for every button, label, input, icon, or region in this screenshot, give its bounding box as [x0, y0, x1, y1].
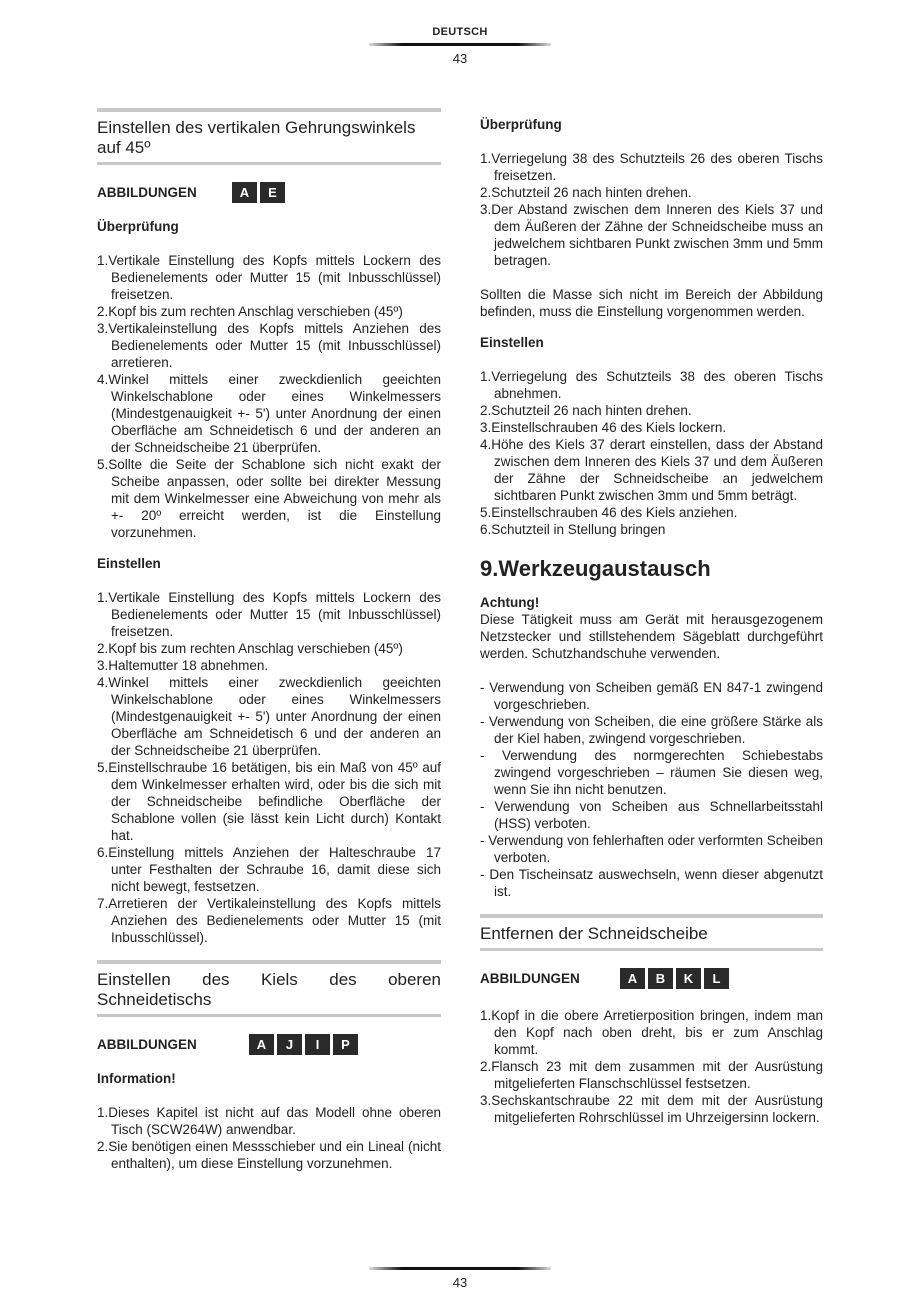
figure-badge: E [260, 182, 285, 203]
list-item: 3.Vertikaleinstellung des Kopfs mittels Anziehen des Bedienelements oder Mutter 15 (mit Inbusschlüssel) arretieren. [97, 321, 441, 370]
list-item: - Verwendung von Scheiben aus Schnellarbeitsstahl (HSS) verboten. [480, 799, 823, 831]
left-column [97, 108, 441, 1172]
header-language: DEUTSCH [432, 26, 488, 38]
list-item: 1.Vertikale Einstellung des Kopfs mittels Lockern des Bedienelements oder Mutter 15 (mit Inbusschlüssel) freisetzen. [97, 590, 441, 639]
figure-badge: K [676, 968, 701, 989]
list-item: 7.Arretieren der Vertikaleinstellung des Kopfs mittels Anziehen des Bedienelements oder Mutter 15 (mit Inbusschlüssel). [97, 896, 441, 945]
check-steps [97, 252, 441, 541]
header-page-number: 43 [452, 51, 468, 66]
figures-row [97, 180, 441, 204]
adjust-heading: Einstellen [480, 335, 544, 350]
info-heading: Information! [97, 1071, 176, 1086]
list-item: 3.Haltemutter 18 abnehmen. [97, 658, 269, 673]
figure-badge: L [704, 968, 729, 989]
list-item: 2.Schutzteil 26 nach hinten drehen. [480, 403, 692, 418]
list-item: 5.Sollte die Seite der Schablone sich nicht exakt der Scheibe anpassen, oder sollte bei direkter Messung mit dem Winkelmesser eine Abweichung von mehr als +- 20º erreicht werden, ist die Einstellung vorzunehmen. [97, 457, 441, 540]
figure-badge: A [249, 1034, 274, 1055]
figures-label: ABBILDUNGEN [97, 1036, 197, 1052]
figure-badge: B [648, 968, 673, 989]
section-title-vertical-bevel: Einstellen des vertikalen Gehrungswinkels auf 45º [97, 108, 441, 165]
figure-badge: J [277, 1034, 302, 1055]
list-item: 4.Höhe des Kiels 37 derart einstellen, dass der Abstand zwischen dem Inneren des Kiels 37 und dem Äußeren der Zähne der Schneidscheibe an jedwelchem sichtbaren Punkt zwischen 3mm und 5mm beträgt. [480, 437, 823, 503]
safety-rules [480, 679, 823, 900]
chapter-title: 9.Werkzeugaustausch [480, 556, 711, 581]
figures-label: ABBILDUNGEN [480, 970, 580, 986]
list-item: 6.Einstellung mittels Anziehen der Halteschraube 17 unter Festhalten der Schraube 16, damit diese sich nicht bewegt, festsetzen. [97, 845, 441, 894]
attention-heading: Achtung! [480, 595, 540, 610]
list-item: 5.Einstellschrauben 46 des Kiels anziehen. [480, 505, 738, 520]
list-item: 1.Kopf in die obere Arretierposition bringen, indem man den Kopf nach oben dreht, bis er zum Anschlag kommt. [480, 1008, 823, 1057]
figures-row [480, 966, 823, 990]
footer-page-number: 43 [452, 1275, 468, 1290]
list-item: - Verwendung von Scheiben gemäß EN 847-1 zwingend vorgeschrieben. [480, 680, 823, 712]
list-item: 1.Verriegelung 38 des Schutzteils 26 des oberen Tischs freisetzen. [480, 151, 823, 183]
list-item: 3.Sechskantschraube 22 mit dem mit der Ausrüstung mitgelieferten Rohrschlüssel im Uhrzeigersinn lockern. [480, 1093, 823, 1125]
list-item: 1.Vertikale Einstellung des Kopfs mittels Lockern des Bedienelements oder Mutter 15 (mit Inbusschlüssel) freisetzen. [97, 253, 441, 302]
section-title-riving-knife: Einstellen des Kiels des oberen Schneidetischs [97, 960, 441, 1017]
list-item: 5.Einstellschraube 16 betätigen, bis ein Maß von 45º auf dem Winkelmesser erhalten wird, oder bis die sich mit der Schneidscheibe befindliche Oberfläche der Schablone vollen (sie lässt kein Licht durch) Kontakt hat. [97, 760, 441, 843]
list-item: 3.Einstellschrauben 46 des Kiels lockern. [480, 420, 727, 435]
right-column [480, 116, 823, 1126]
check-steps [480, 150, 823, 269]
figure-badge: P [333, 1034, 358, 1055]
list-item: 4.Winkel mittels einer zweckdienlich geeichten Winkelschablone oder eines Winkelmessers (Mindestgenauigkeit +- 5') unter Anordnung der einen Oberfläche am Schneidetisch 6 und der anderen an der Schneidscheibe 21 überprüfen. [97, 675, 441, 758]
list-item: 3.Der Abstand zwischen dem Inneren des Kiels 37 und dem Äußeren der Zähne der Schneidscheibe muss an jedwelchem sichtbaren Punkt zwischen 3mm und 5mm betragen. [480, 202, 823, 268]
adjust-steps [480, 368, 823, 538]
list-item: 6.Schutzteil in Stellung bringen [480, 522, 666, 537]
list-item: 2.Schutzteil 26 nach hinten drehen. [480, 185, 692, 200]
list-item: 2.Sie benötigen einen Messschieber und ein Lineal (nicht enthalten), um diese Einstellung vorzunehmen. [97, 1139, 441, 1171]
list-item: 2.Kopf bis zum rechten Anschlag verschieben (45º) [97, 304, 403, 319]
info-steps [97, 1104, 441, 1172]
adjust-heading: Einstellen [97, 556, 161, 571]
remove-blade-steps [480, 1007, 823, 1126]
figures-label: ABBILDUNGEN [97, 184, 197, 200]
header-rule [369, 43, 551, 46]
list-item: - Verwendung von fehlerhaften oder verformten Scheiben verboten. [480, 833, 823, 865]
figure-badge: A [620, 968, 645, 989]
list-item: 2.Flansch 23 mit dem zusammen mit der Ausrüstung mitgelieferten Flanschschlüssel festsetzen. [480, 1059, 823, 1091]
footer-rule [369, 1267, 551, 1270]
list-item: - Verwendung von Scheiben, die eine größere Stärke als der Kiel haben, zwingend vorgeschrieben. [480, 714, 823, 746]
adjust-steps [97, 589, 441, 946]
list-item: 1.Verriegelung des Schutzteils 38 des oberen Tischs abnehmen. [480, 369, 823, 401]
figure-badge: I [305, 1034, 330, 1055]
attention-text: Diese Tätigkeit muss am Gerät mit herausgezogenem Netzstecker und stillstehendem Sägeblatt durchgeführt werden. Schutzhandschuhe verwenden. [480, 612, 823, 661]
list-item: 2.Kopf bis zum rechten Anschlag verschieben (45º) [97, 641, 403, 656]
figures-row [97, 1032, 441, 1056]
check-note: Sollten die Masse sich nicht im Bereich der Abbildung befinden, muss die Einstellung vorgenommen werden. [480, 287, 823, 319]
check-heading: Überprüfung [97, 219, 179, 234]
list-item: 4.Winkel mittels einer zweckdienlich geeichten Winkelschablone oder eines Winkelmessers (Mindestgenauigkeit +- 5') unter Anordnung der einen Oberfläche am Schneidetisch 6 und der anderen an der Schneidscheibe 21 überprüfen. [97, 372, 441, 455]
list-item: 1.Dieses Kapitel ist nicht auf das Modell ohne oberen Tisch (SCW264W) anwendbar. [97, 1105, 441, 1137]
check-heading: Überprüfung [480, 117, 562, 132]
list-item: - Den Tischeinsatz auswechseln, wenn dieser abgenutzt ist. [480, 867, 823, 899]
list-item: - Verwendung des normgerechten Schiebestabs zwingend vorgeschrieben – räumen Sie diesen weg, wenn Sie ihn nicht benutzen. [480, 748, 823, 797]
section-title-remove-blade: Entfernen der Schneidscheibe [480, 914, 823, 951]
figure-badge: A [232, 182, 257, 203]
